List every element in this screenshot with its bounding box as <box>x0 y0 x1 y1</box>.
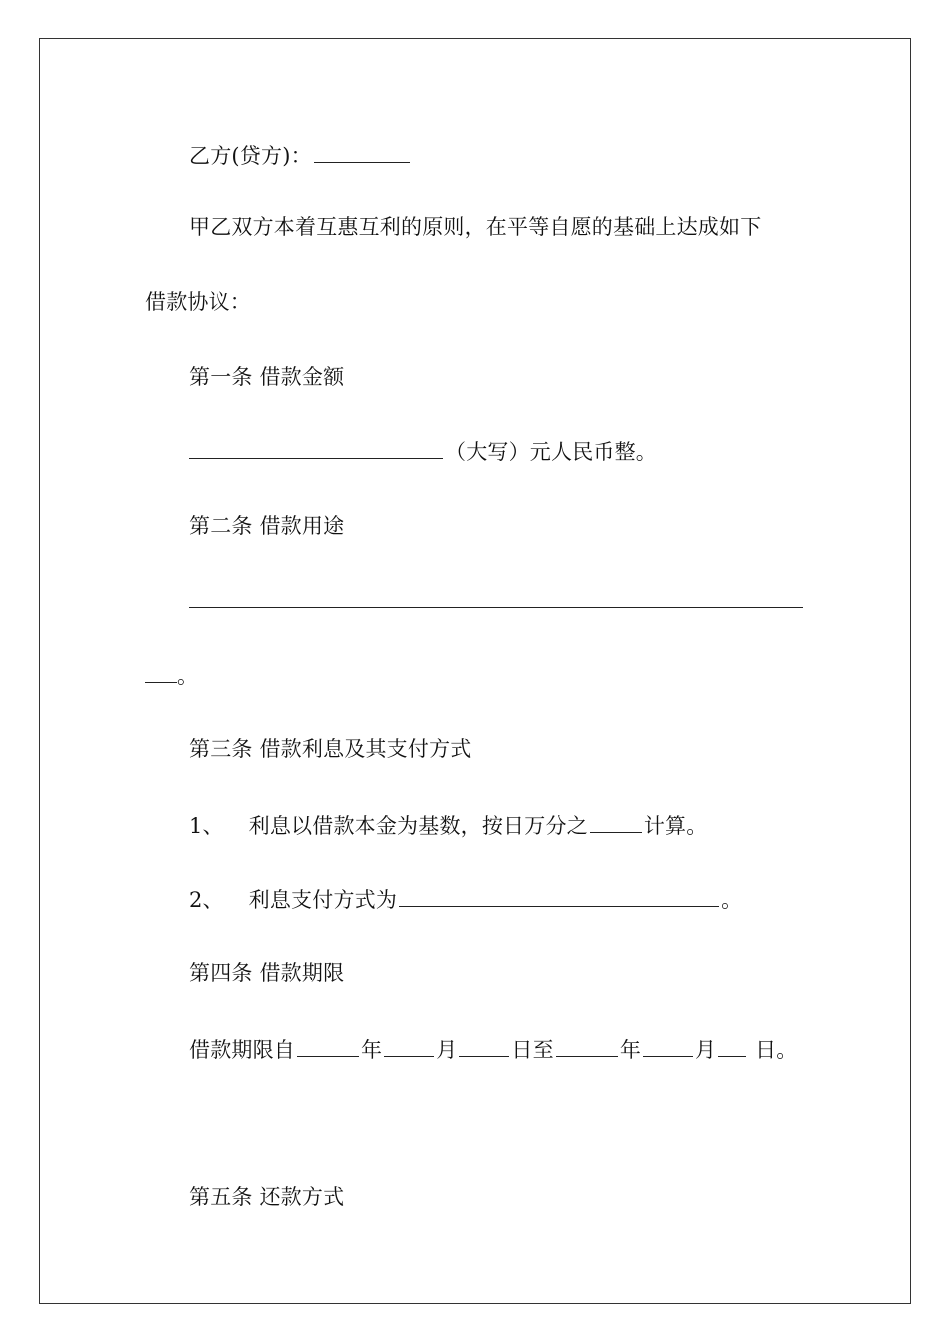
amount-blank <box>189 438 443 459</box>
item2-text-a: 利息支付方式为 <box>248 888 398 912</box>
purpose-end-line <box>145 662 198 689</box>
payment-method-blank <box>399 886 719 907</box>
item1-text-a: 利息以借款本金为基数，按日万分之 <box>248 814 588 838</box>
lender-label: 乙方(贷方)： <box>189 144 312 168</box>
article1-title: 第一条 借款金额 <box>189 365 345 389</box>
term-day-to: 日至 <box>511 1038 554 1062</box>
end-month-blank <box>643 1036 693 1057</box>
purpose-blank-tail <box>145 662 177 683</box>
purpose-end-mark: 。 <box>177 664 199 688</box>
item2-text-b: 。 <box>721 888 743 912</box>
rate-blank <box>590 812 642 833</box>
lender-line <box>189 142 412 169</box>
article4-title: 第四条 借款期限 <box>189 961 345 985</box>
item2-number: 2、 <box>189 888 224 912</box>
term-year: 年 <box>361 1038 383 1062</box>
term-prefix: 借款期限自 <box>189 1038 295 1062</box>
interest-item-1 <box>189 812 707 839</box>
end-day-blank <box>718 1036 746 1057</box>
item1-text-b: 计算。 <box>643 814 708 838</box>
end-year-blank <box>556 1036 618 1057</box>
article1-amount-line <box>189 438 657 465</box>
start-year-blank <box>297 1036 359 1057</box>
intro-line-2: 借款协议： <box>145 290 251 314</box>
term-day-end: 日。 <box>748 1038 798 1062</box>
item1-number: 1、 <box>189 814 224 838</box>
lender-blank <box>314 142 410 163</box>
start-day-blank <box>459 1036 509 1057</box>
article2-title: 第二条 借款用途 <box>189 514 345 538</box>
interest-item-2 <box>189 886 742 913</box>
term-month-2: 月 <box>695 1038 717 1062</box>
purpose-blank-rule <box>189 607 803 608</box>
article3-title: 第三条 借款利息及其支付方式 <box>189 737 472 761</box>
term-month: 月 <box>436 1038 458 1062</box>
article5-title: 第五条 还款方式 <box>189 1185 345 1209</box>
amount-suffix: （大写）元人民币整。 <box>445 440 657 464</box>
intro-line-1: 甲乙双方本着互惠互利的原则，在平等自愿的基础上达成如下 <box>189 215 762 239</box>
start-month-blank <box>384 1036 434 1057</box>
term-year-2: 年 <box>619 1038 642 1062</box>
term-line <box>189 1036 798 1063</box>
